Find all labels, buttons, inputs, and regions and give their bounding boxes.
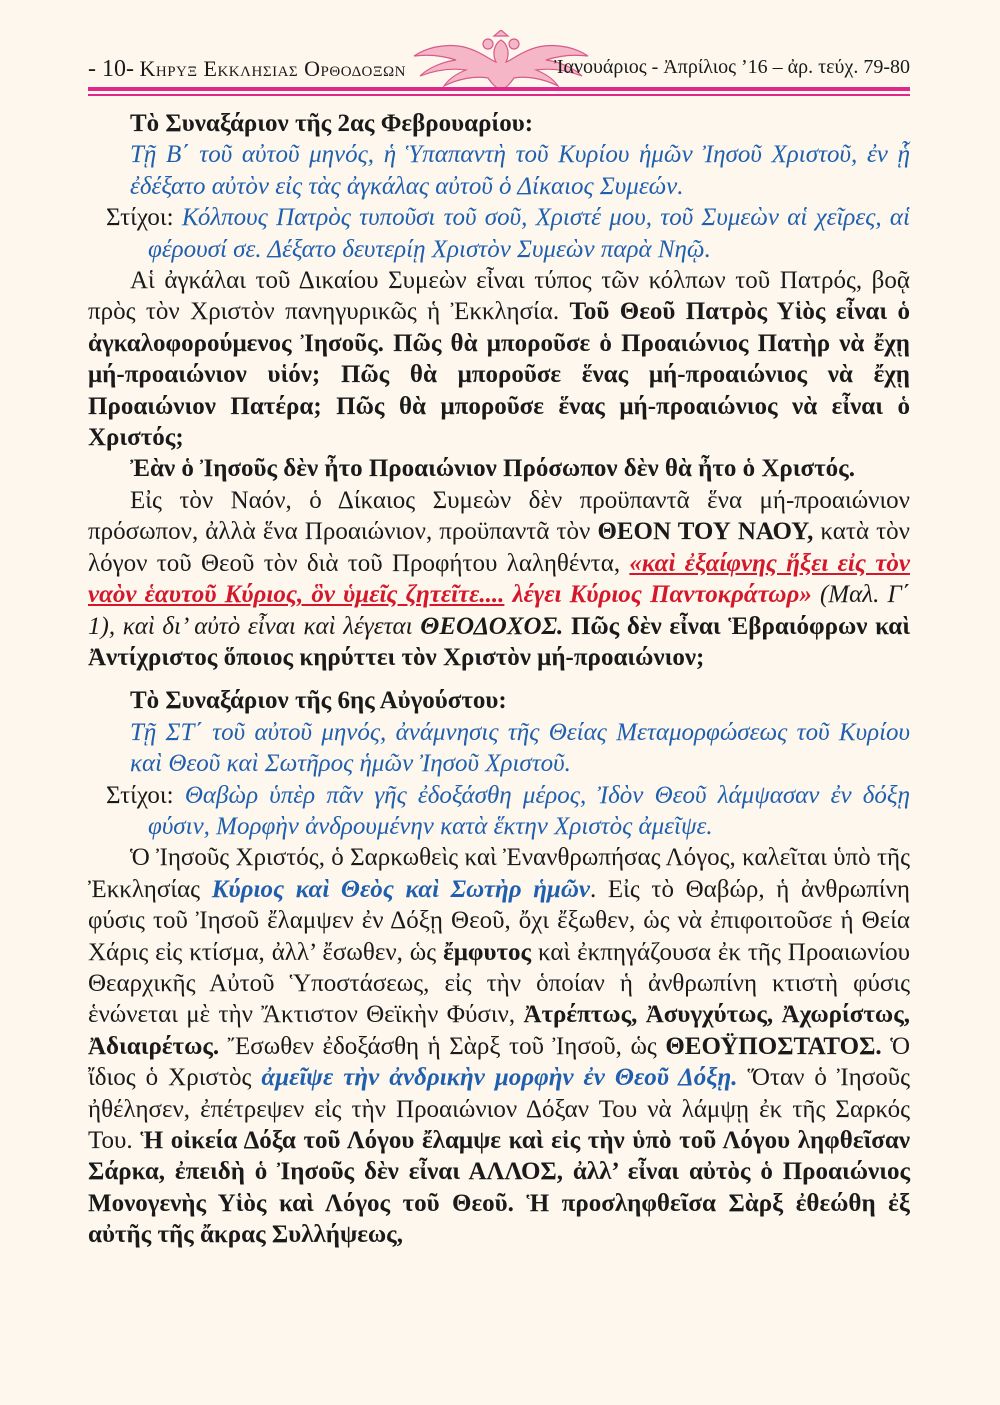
scripture-quote: «καὶ ἐξαίφνης ἥξει εἰς τὸν ναὸν ἑαυτοῦ Κύριος, ὃν ὑμεῖς ζητεῖτε.... (88, 549, 910, 609)
journal-title: Κηρυξ Εκκλησιας Ορθοδοξων (139, 56, 406, 81)
header-left (88, 56, 406, 83)
paragraph-4: Ὁ Ἰησοῦς Χριστός, ὁ Σαρκωθεὶς καὶ Ἐνανθρωπήσας Λόγος, καλεῖται ὑπὸ τῆς Ἐκκλησίας Κύριος καὶ Θεὸς καὶ Σωτὴρ ἡμῶν. Εἰς τὸ Θαβώρ, ἡ ἀνθρωπίνη φύσις τοῦ Ἰησοῦ ἔλαμψεν ἐν Δόξῃ Θεοῦ, ὄχι ἔξωθεν, ὡς νὰ ἐπιφοιτοῦσε ἡ Θεία Χάρις εἰς κτίσμα, ἀλλ’ ἔσωθεν, ὡς ἔμφυτος καὶ ἐκπηγάζουσα ἐκ τῆς Προαιωνίου Θεαρχικῆς Αὐτοῦ Ὑποστάσεως, εἰς τὴν ὁποίαν ἡ ἀνθρωπίνη κτιστὴ φύσις ἑνώνεται μὲ τὴν Ἄκτιστον Θεϊκὴν Φύσιν, Ἀτρέπτως, Ἀσυγχύτως, Ἀχωρίστως, Ἀδιαιρέτως. Ἔσωθεν ἐδοξάσθη ἡ Σὰρξ τοῦ Ἰησοῦ, ὡς ΘΕΟΫΠΟΣΤΑΤΟΣ. Ὁ ἴδιος ὁ Χριστὸς ἀμεῖψε τὴν ἀνδρικὴν μορφὴν ἐν Θεοῦ Δόξῃ. Ὅταν ὁ Ἰησοῦς ἠθέλησεν, ἐπέτρεψεν εἰς τὴν Προαιώνιον Δόξαν Του νὰ λάμψῃ ἐκ τῆς Σαρκός Του. Ἡ οἰκεία Δόξα τοῦ Λόγου ἔλαμψε καὶ εἰς τὴν ὑπὸ τοῦ Λόγου ληφθεῖσαν Σάρκα, ἐπειδὴ ὁ Ἰησοῦς δὲν εἶναι ΑΛΛΟΣ, ἀλλ’ εἶναι αὐτὸς ὁ Προαιώνιος Μονογενὴς Υἱὸς καὶ Λόγος τοῦ Θεοῦ. Ἡ προσληφθεῖσα Σὰρξ ἐθεώθη ἐξ αὐτῆς τῆς ἄκρας Συλλήψεως, (88, 844, 911, 1249)
header-rule-thick (88, 87, 910, 91)
header-rule-thin (88, 94, 910, 96)
stichoi-label: Στίχοι: (106, 204, 174, 232)
running-header (88, 40, 910, 98)
stichoi-aug: Στίχοι: Θαβὼρ ὑπὲρ πᾶν γῆς ἐδοξάσθη μέρος, Ἰδὸν Θεοῦ λάμψασαν ἐν δόξῃ φύσιν, Μορφὴν ἀνδρουμένην κατὰ ἕκτην Χριστὸς ἀμεῖψε. (106, 781, 911, 840)
paragraph-1: Αἱ ἀγκάλαι τοῦ Δικαίου Συμεὼν εἶναι τύπος τῶν κόλπων τοῦ Πατρός, βοᾷ πρὸς τὸν Χριστὸν πανηγυρικῶς ἡ Ἐκκλησία. Τοῦ Θεοῦ Πατρὸς Υἱὸς εἶναι ὁ ἀγκαλοφορούμενος Ἰησοῦς. Πῶς θὰ μποροῦσε ὁ Προαιώνιος Πατὴρ νὰ ἔχῃ μή-προαιώνιον υἱόν; Πῶς θὰ μποροῦσε ἕνας μή-προαιώνιος νὰ ἔχῃ Προαιώνιον Πατέρα; Πῶς θὰ μποροῦσε ἕνας μή-προαιώνιος νὰ εἶναι ὁ Χριστός; (88, 267, 910, 452)
synaxarion-verse-aug: Τῇ ΣΤ΄ τοῦ αὐτοῦ μηνός, ἀνάμνησις τῆς Θείας Μεταμορφώσεως τοῦ Κυρίου καὶ Θεοῦ καὶ Σωτῆρος ἡμῶν Ἰησοῦ Χριστοῦ. (130, 718, 910, 778)
synaxarion-verse-feb: Τῇ Β΄ τοῦ αὐτοῦ μηνός, ἡ Ὑπαπαντὴ τοῦ Κυρίου ἡμῶν Ἰησοῦ Χριστοῦ, ἐν ᾗ ἐδέξατο αὐτὸν εἰς τὰς ἀγκάλας αὐτοῦ ὁ Δίκαιος Συμεών. (130, 141, 910, 200)
article-body (88, 108, 910, 1251)
paragraph-2: Ἐὰν ὁ Ἰησοῦς δὲν ἦτο Προαιώνιον Πρόσωπον δὲν θὰ ἦτο ὁ Χριστός. (130, 455, 855, 483)
stichoi-label: Στίχοι: (106, 781, 174, 809)
section-heading-feb: Τὸ Συναξάριον τῆς 2ας Φεβρουαρίου: (130, 110, 534, 137)
stichoi-feb: Στίχοι: Κόλπους Πατρὸς τυποῦσι τοῦ σοῦ, Χριστέ μου, τοῦ Συμεὼν αἱ χεῖρες, αἱ φέρουσί σε. Δέξατο δευτερίῃ Χριστὸν Συμεὼν παρὰ Νηῷ. (106, 204, 911, 263)
section-heading-aug: Τὸ Συναξάριον τῆς 6ης Αὐγούστου: (130, 687, 507, 715)
page-number: - 10- (88, 56, 134, 82)
paragraph-3: Εἰς τὸν Ναόν, ὁ Δίκαιος Συμεὼν δὲν προϋπαντᾶ ἕνα μή-προαιώνιον πρόσωπον, ἀλλὰ ἕνα Προαιώνιον, προϋπαντᾶ τὸν ΘΕΟΝ ΤΟΥ ΝΑΟΥ, κατὰ τὸν λόγον τοῦ Θεοῦ τὸν διὰ τοῦ Προφήτου λαληθέντα, «καὶ ἐξαίφνης ἥξει εἰς τὸν ναὸν ἑαυτοῦ Κύριος, ὃν ὑμεῖς ζητεῖτε.... λέγει Κύριος Παντοκράτωρ» (Μαλ. Γ΄ 1), καὶ δι’ αὐτὸ εἶναι καὶ λέγεται ΘΕΟΔΟΧΟΣ. Πῶς δὲν εἶναι Ἑβραιόφρων καὶ Ἀντίχριστος ὅποιος κηρύττει τὸν Χριστὸν μή-προαιώνιον; (88, 486, 911, 671)
issue-info: Ἰανουάριος - Ἀπρίλιος ’16 – ἀρ. τεύχ. 79-80 (554, 56, 910, 78)
